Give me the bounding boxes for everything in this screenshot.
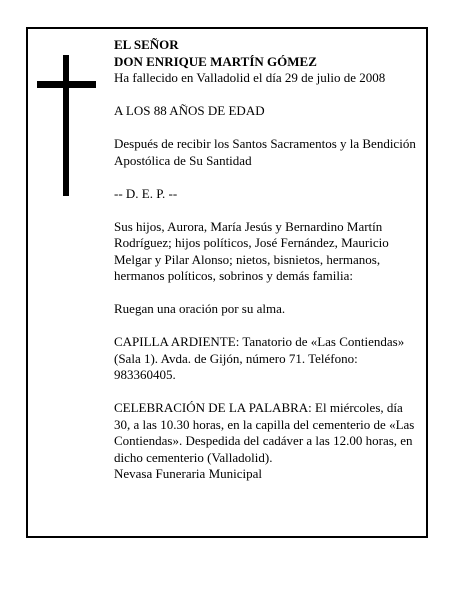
death-info: Ha fallecido en Valladolid el día 29 de julio de 2008 (114, 70, 386, 85)
family-text: Sus hijos, Aurora, María Jesús y Bernardino Martín Rodríguez; hijos políticos, José Fernández, Mauricio Melgar y Pilar Alonso; nietos, bisnietos, hermanos, hermanos políticos, sobrinos y demás familia: (114, 218, 389, 283)
sacraments-text: Después de recibir los Santos Sacramentos y la Bendición Apostólica de Su Santidad (114, 136, 416, 168)
cross-icon (63, 55, 69, 196)
chapel-text: CAPILLA ARDIENTE: Tanatorio de «Las Contiendas» (Sala 1). Avda. de Gijón, número 71. Teléfono: 983360405. (114, 334, 405, 382)
prayer-text: Ruegan una oración por su alma. (114, 301, 286, 316)
obituary-content (114, 37, 420, 483)
ceremony-text: CELEBRACIÓN DE LA PALABRA: El miércoles, día 30, a las 10.30 horas, en la capilla del cementerio de «Las Contiendas». Despedida del cadáver a las 12.00 horas, en dicho cementerio (Valladolid). (114, 400, 415, 465)
cross-icon-bar (37, 81, 96, 88)
funeral-home: Nevasa Funeraria Municipal (114, 466, 263, 481)
title-line-1: EL SEÑOR (114, 37, 179, 52)
rip-line: -- D. E. P. -- (114, 185, 178, 201)
deceased-name: DON ENRIQUE MARTÍN GÓMEZ (114, 53, 317, 69)
age-line: A LOS 88 AÑOS DE EDAD (114, 103, 265, 118)
